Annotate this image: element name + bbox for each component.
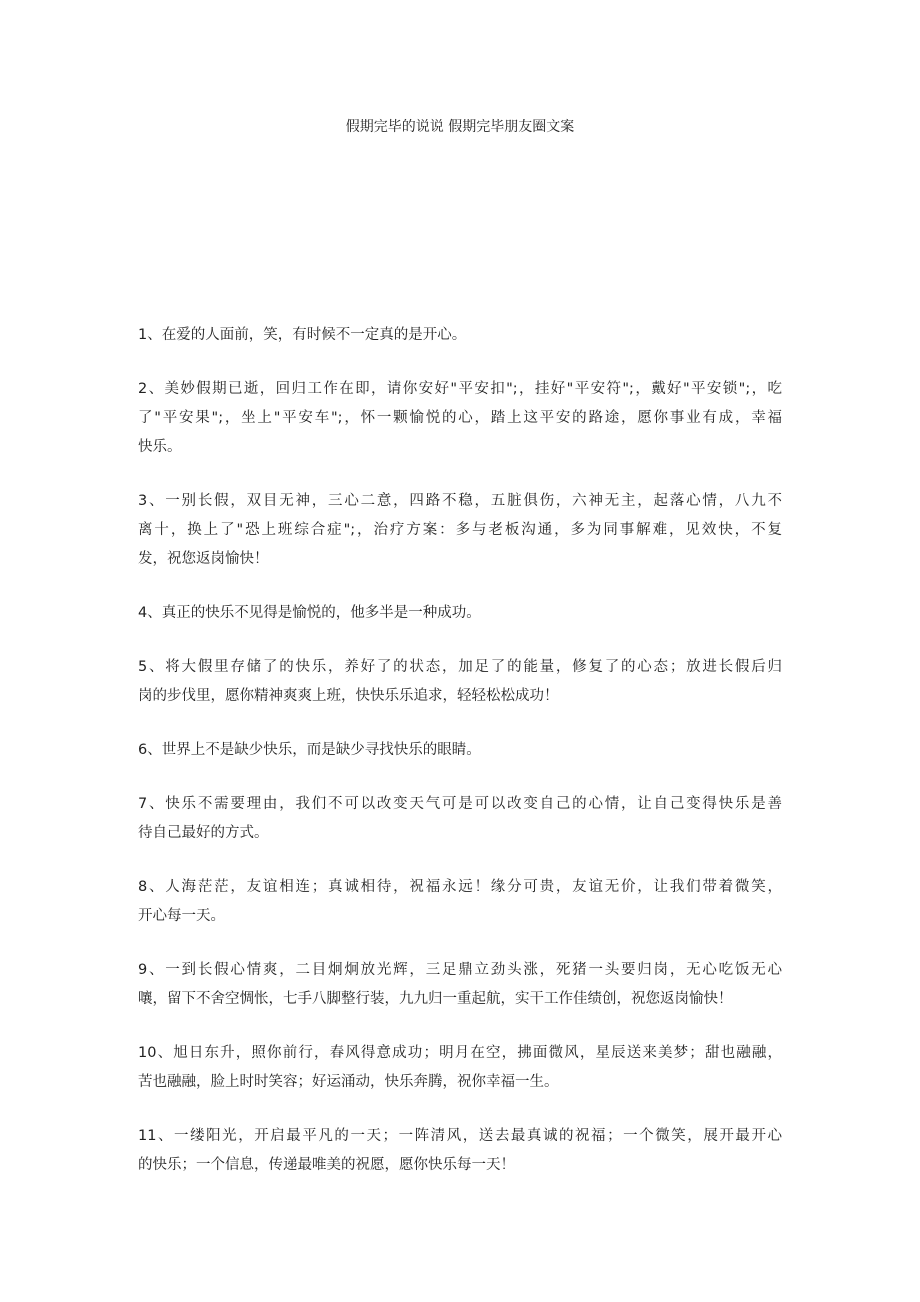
- paragraph-line: 嚷，留下不舍空惆怅，七手八脚整行装，九九归一重起航，实干工作佳绩创，祝您返岗愉快！: [138, 991, 733, 1007]
- paragraph-7: [138, 790, 782, 848]
- paragraph-3: [138, 487, 782, 574]
- paragraph-5: [138, 653, 782, 711]
- paragraph-line: 发，祝您返岗愉快！: [138, 551, 269, 567]
- document-title: 假期完毕的说说 假期完毕朋友圈文案: [345, 119, 575, 135]
- paragraph-line: 3、一别长假，双目无神，三心二意，四路不稳，五脏俱伤，六神无主，起落心情，八九不: [138, 493, 782, 509]
- paragraph-line: 的快乐；一个信息，传递最唯美的祝愿，愿你快乐每一天！: [138, 1157, 515, 1173]
- paragraph-line: 待自己最好的方式。: [138, 825, 269, 841]
- paragraph-line: 苦也融融，脸上时时笑容；好运涌动，快乐奔腾，祝你幸福一生。: [138, 1074, 559, 1090]
- paragraph-9: [138, 956, 782, 1014]
- paragraph-line: 11、一缕阳光，开启最平凡的一天；一阵清风，送去最真诚的祝福；一个微笑，展开最开心: [138, 1128, 782, 1144]
- paragraph-8: [138, 873, 782, 931]
- paragraph-line: 岗的步伐里，愿你精神爽爽上班，快快乐乐追求，轻轻松松成功！: [138, 688, 559, 704]
- paragraph-line: 离十，换上了"恐上班综合症";，治疗方案：多与老板沟通，多为同事解难，见效快，不复: [138, 522, 782, 538]
- paragraph-line: 开心每一天。: [138, 908, 225, 924]
- document-body: [138, 321, 782, 1205]
- paragraph-line: 8、人海茫茫，友谊相连；真诚相待，祝福永远！缘分可贵，友谊无价，让我们带着微笑，: [138, 879, 782, 895]
- paragraph-6: [138, 736, 782, 765]
- paragraph-10: [138, 1039, 782, 1097]
- paragraph-line: 2、美妙假期已逝，回归工作在即，请你安好"平安扣";，挂好"平安符";，戴好"平安锁";，吃: [138, 381, 782, 397]
- paragraph-line: 7、快乐不需要理由，我们不可以改变天气可是可以改变自己的心情，让自己变得快乐是善: [138, 796, 782, 812]
- paragraph-line: 1、在爱的人面前，笑，有时候不一定真的是开心。: [138, 327, 467, 343]
- paragraph-line: 快乐。: [138, 439, 182, 455]
- paragraph-line: 9、一到长假心情爽，二目炯炯放光辉，三足鼎立劲头涨，死猪一头要归岗，无心吃饭无心: [138, 962, 782, 978]
- paragraph-line: 10、旭日东升，照你前行，春风得意成功；明月在空，拂面微风，星辰送来美梦；甜也融融，: [138, 1045, 782, 1061]
- paragraph-line: 6、世界上不是缺少快乐，而是缺少寻找快乐的眼睛。: [138, 742, 481, 758]
- paragraph-line: 了"平安果";，坐上"平安车";，怀一颗愉悦的心，踏上这平安的路途，愿你事业有成，幸福: [138, 410, 782, 426]
- paragraph-4: [138, 599, 782, 628]
- paragraph-line: 4、真正的快乐不见得是愉悦的，他多半是一种成功。: [138, 605, 481, 621]
- paragraph-line: 5、将大假里存储了的快乐，养好了的状态，加足了的能量，修复了的心态；放进长假后归: [138, 659, 782, 675]
- paragraph-11: [138, 1122, 782, 1180]
- paragraph-2: [138, 375, 782, 462]
- paragraph-1: [138, 321, 782, 350]
